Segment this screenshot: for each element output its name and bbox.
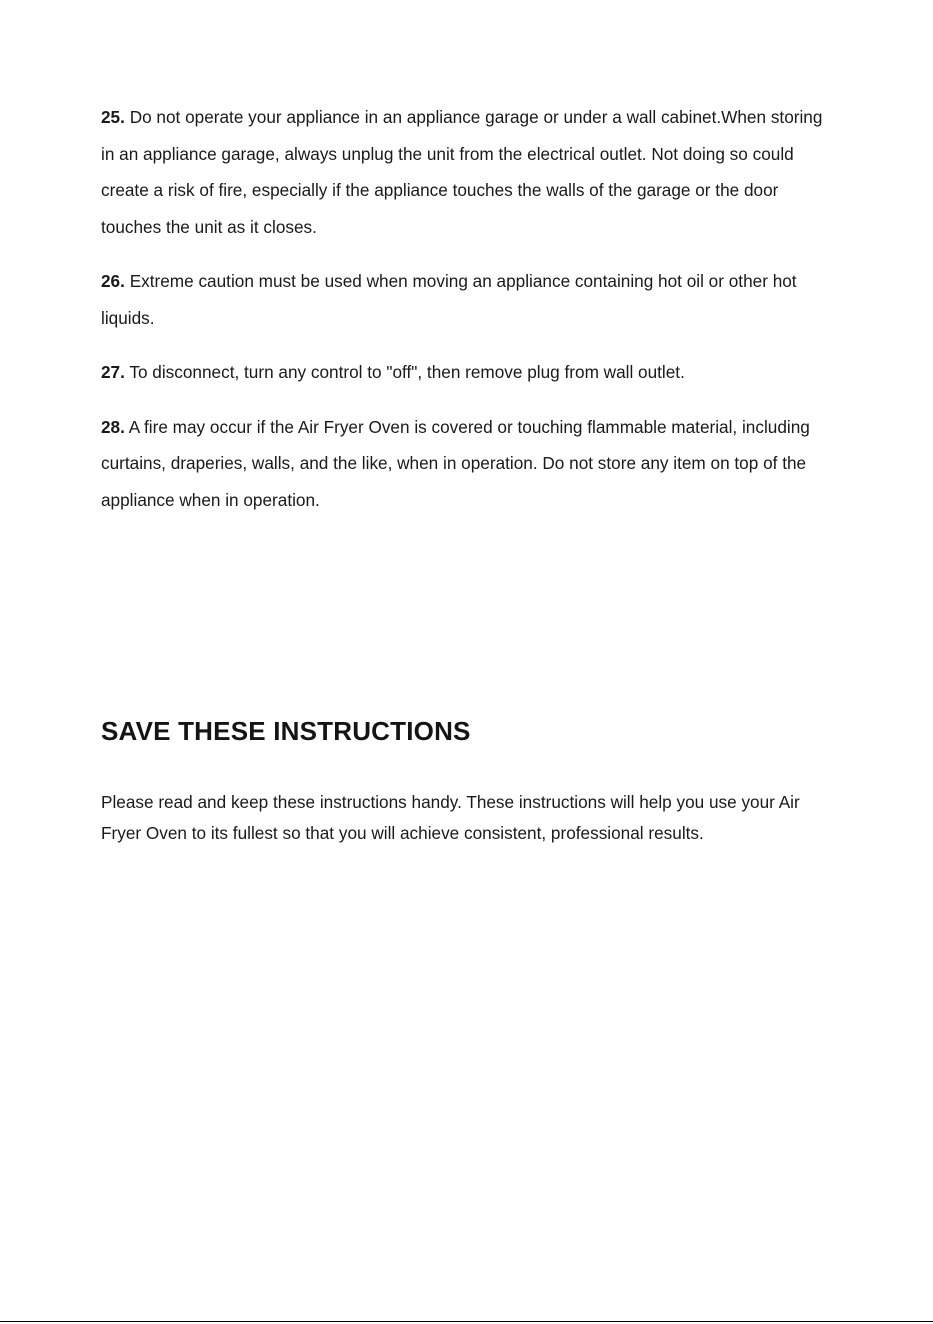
instruction-item-25 [101,99,831,245]
instruction-text: Extreme caution must be used when moving an appliance containing hot oil or other hot liquids. [101,271,797,328]
section-heading: SAVE THESE INSTRUCTIONS [101,716,471,746]
page-bottom-rule [0,1321,933,1322]
instruction-number: 25. [101,107,125,127]
instruction-text: A fire may occur if the Air Fryer Oven is covered or touching flammable material, including curtains, draperies, walls, and the like, when in operation. Do not store any item on top of the appliance when in operation. [101,416,810,510]
instruction-number: 26. [101,271,125,291]
safety-instructions-list [101,99,831,536]
instruction-number: 28. [101,416,125,437]
section-paragraph: Please read and keep these instructions handy. These instructions will help you use your Air Fryer Oven to its fullest so that you will achieve consistent, professional results. [101,792,800,843]
instruction-text: To disconnect, turn any control to "off", then remove plug from wall outlet. [129,362,685,382]
instruction-text: Do not operate your appliance in an appliance garage or under a wall cabinet.When storing in an appliance garage, always unplug the unit from the electrical outlet. Not doing so could create a risk of fire, especially if the appliance touches the walls of the garage or the door touches the unit as it closes. [101,107,823,237]
instruction-item-28 [101,409,831,519]
instruction-item-27 [101,354,831,391]
instruction-item-26 [101,263,831,336]
instruction-number: 27. [101,362,125,382]
